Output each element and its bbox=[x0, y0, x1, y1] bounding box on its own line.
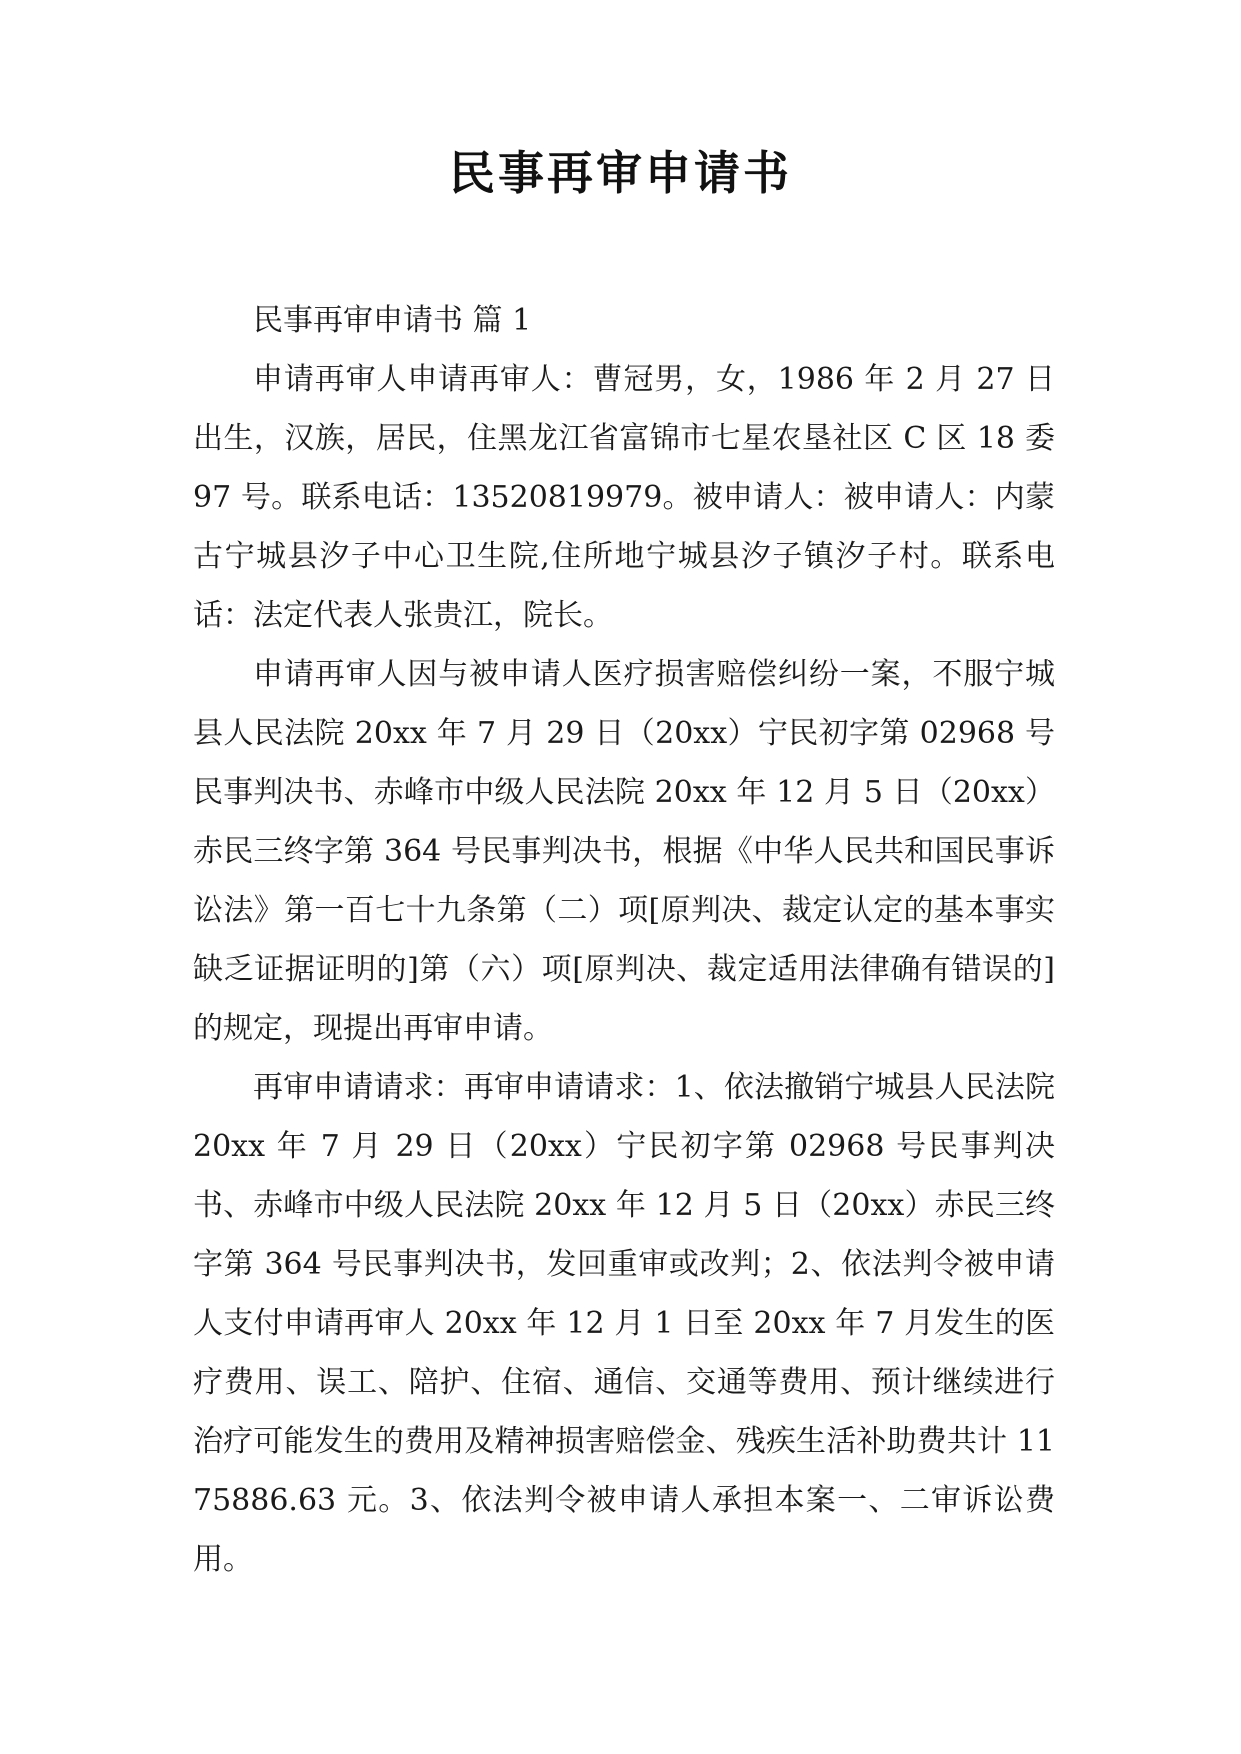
document-title: 民事再审申请书 bbox=[449, 146, 792, 200]
paragraph-grounds: 申请再审人因与被申请人医疗损害赔偿纠纷一案，不服宁城县人民法院 20xx 年 7 月 29 日（20xx）宁民初字第 02968 号民事判决书、赤峰市中级人民法院 20xx 年 12 月 5 日（20xx）赤民三终字第 364 号民事判决书，根据《中华人民共和国民事诉讼法》第一百七十九条第（二）项[原判决、裁定认定的基本事实缺乏证据证明的]第（六）项[原判决、裁定适用法律确有错误的]的规定，现提出再审申请。 bbox=[193, 657, 1055, 1046]
section-heading: 民事再审申请书 篇 1 bbox=[253, 303, 532, 338]
paragraph-parties: 申请再审人申请再审人：曹冠男，女，1986 年 2 月 27 日出生，汉族，居民，住黑龙江省富锦市七星农垦社区 C 区 18 委 97 号。联系电话：13520819979。被申请人：被申请人：内蒙古宁城县汐子中心卫生院,住所地宁城县汐子镇汐子村。联系电话：法定代表人张贵江，院长。 bbox=[193, 362, 1055, 633]
paragraph-requests: 再审申请请求：再审申请请求：1、依法撤销宁城县人民法院 20xx 年 7 月 29 日（20xx）宁民初字第 02968 号民事判决书、赤峰市中级人民法院 20xx 年 12 月 5 日（20xx）赤民三终字第 364 号民事判决书，发回重审或改判；2、依法判令被申请人支付申请再审人 20xx 年 12 月 1 日至 20xx 年 7 月发生的医疗费用、误工、陪护、住宿、通信、交通等费用、预计继续进行治疗可能发生的费用及精神损害赔偿金、残疾生活补助费共计 1175886.63 元。3、依法判令被申请人承担本案一、二审诉讼费用。 bbox=[193, 1070, 1055, 1577]
document-body bbox=[193, 291, 1055, 1589]
